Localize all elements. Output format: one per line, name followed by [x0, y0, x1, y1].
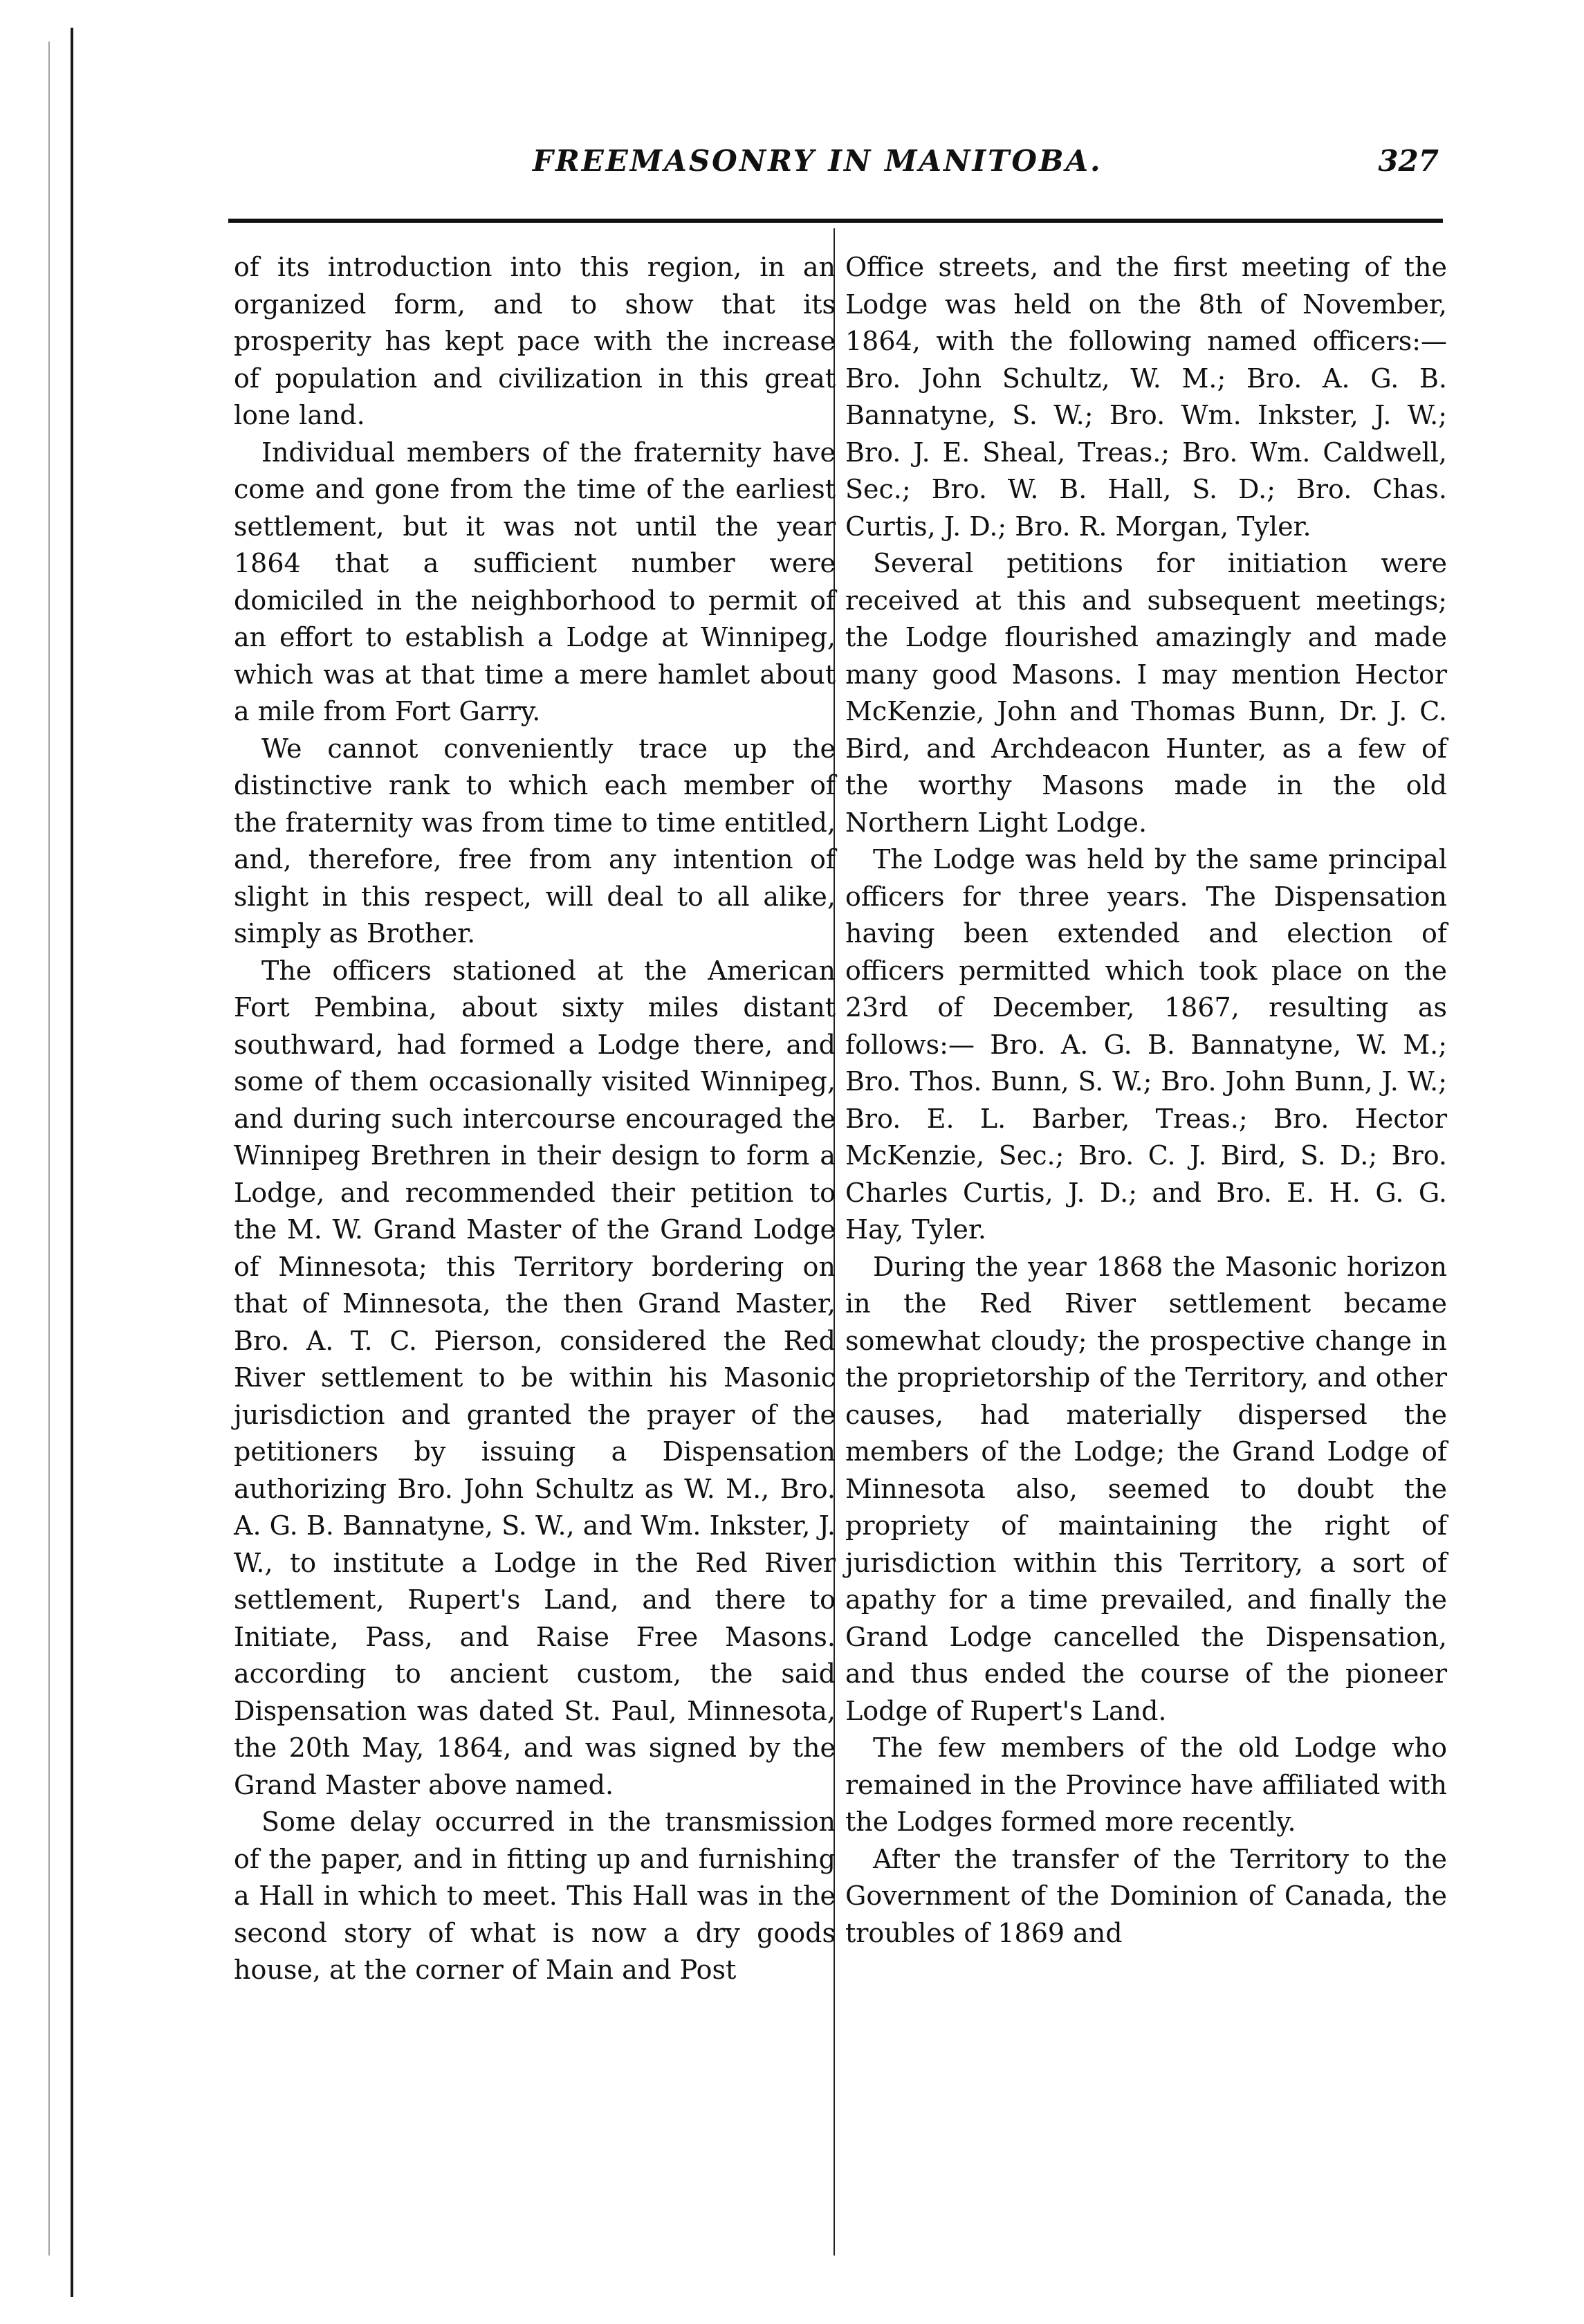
- binding-edge-shadow: [48, 42, 50, 2256]
- paragraph: Some delay occurred in the transmission of the paper, and in fitting up and furnishing a Hall in which to meet. This Hall was in the second story of what is now a dry goods house, at the corner of Main and Post: [234, 1806, 836, 1985]
- paragraph: of its introduction into this region, in an organized form, and to show that its prosperity has kept pace with the increase of population and civilization in this great lone land.: [234, 252, 836, 430]
- paragraph: After the transfer of the Territory to the Government of the Dominion of Canada, the troubles of 1869 and: [845, 1843, 1447, 1948]
- paragraph: Individual members of the fraternity have come and gone from the time of the earliest settlement, but it was not until the year 1864 that a sufficient number were domiciled in the neighborhood to permit of an effort to establish a Lodge at Winnipeg, which was at that time a mere hamlet about a mile from Fort Garry.: [234, 437, 836, 726]
- page-header: [235, 144, 1439, 192]
- paragraph: The few members of the old Lodge who remained in the Province have affiliated with the Lodges formed more recently.: [845, 1732, 1447, 1837]
- header-rule: [228, 219, 1443, 223]
- paragraph: Several petitions for initiation were received at this and subsequent meetings; the Lodge flourished amazingly and made many good Masons. I may mention Hector McKenzie, John and Thomas Bunn, Dr. J. C. Bird, and Archdeacon Hunter, as a few of the worthy Masons made in the old Northern Light Lodge.: [845, 548, 1447, 838]
- page-number: 327: [1378, 144, 1439, 178]
- paragraph: We cannot conveniently trace up the distinctive rank to which each member of the fraternity was from time to time entitled, and, therefore, free from any intention of slight in this respect, will deal to all alike, simply as Brother.: [234, 733, 836, 949]
- paragraph: The Lodge was held by the same principal officers for three years. The Dispensation having been extended and election of officers permitted which took place on the 23rd of December, 1867, resulting as follows:— Bro. A. G. B. Bannatyne, W. M.; Bro. Thos. Bunn, S. W.; Bro. John Bunn, J. W.; Bro. E. L. Barber, Treas.; Bro. Hector McKenzie, Sec.; Bro. C. J. Bird, S. D.; Bro. Charles Curtis, J. D.; and Bro. E. H. G. G. Hay, Tyler.: [845, 844, 1447, 1245]
- right-column: [845, 249, 1447, 1952]
- left-column: [234, 249, 836, 1989]
- binding-edge: [71, 28, 73, 2297]
- running-title: FREEMASONRY IN MANITOBA.: [533, 144, 1103, 178]
- paragraph: The officers stationed at the American Fort Pembina, about sixty miles distant southward, had formed a Lodge there, and some of them occasionally visited Winnipeg, and during such intercourse encouraged the Winnipeg Brethren in their design to form a Lodge, and recommended their petition to the M. W. Grand Master of the Grand Lodge of Minnesota; this Territory bordering on that of Minnesota, the then Grand Master, Bro. A. T. C. Pierson, considered the Red River settlement to be within his Masonic jurisdiction and granted the prayer of the petitioners by issuing a Dispensation authorizing Bro. John Schultz as W. M., Bro. A. G. B. Bannatyne, S. W., and Wm. Inkster, J. W., to institute a Lodge in the Red River settlement, Rupert's Land, and there to Initiate, Pass, and Raise Free Masons. according to ancient custom, the said Dispensation was dated St. Paul, Minnesota, the 20th May, 1864, and was signed by the Grand Master above named.: [234, 955, 836, 1800]
- paragraph: Office streets, and the first meeting of the Lodge was held on the 8th of November, 1864, with the following named officers:—Bro. John Schultz, W. M.; Bro. A. G. B. Bannatyne, S. W.; Bro. Wm. Inkster, J. W.; Bro. J. E. Sheal, Treas.; Bro. Wm. Caldwell, Sec.; Bro. W. B. Hall, S. D.; Bro. Chas. Curtis, J. D.; Bro. R. Morgan, Tyler.: [845, 252, 1447, 542]
- paragraph: During the year 1868 the Masonic horizon in the Red River settlement became somewhat cloudy; the prospective change in the proprietorship of the Territory, and other causes, had materially dispersed the members of the Lodge; the Grand Lodge of Minnesota also, seemed to doubt the propriety of maintaining the right of jurisdiction within this Territory, a sort of apathy for a time prevailed, and finally the Grand Lodge cancelled the Dispensation, and thus ended the course of the pioneer Lodge of Rupert's Land.: [845, 1251, 1447, 1726]
